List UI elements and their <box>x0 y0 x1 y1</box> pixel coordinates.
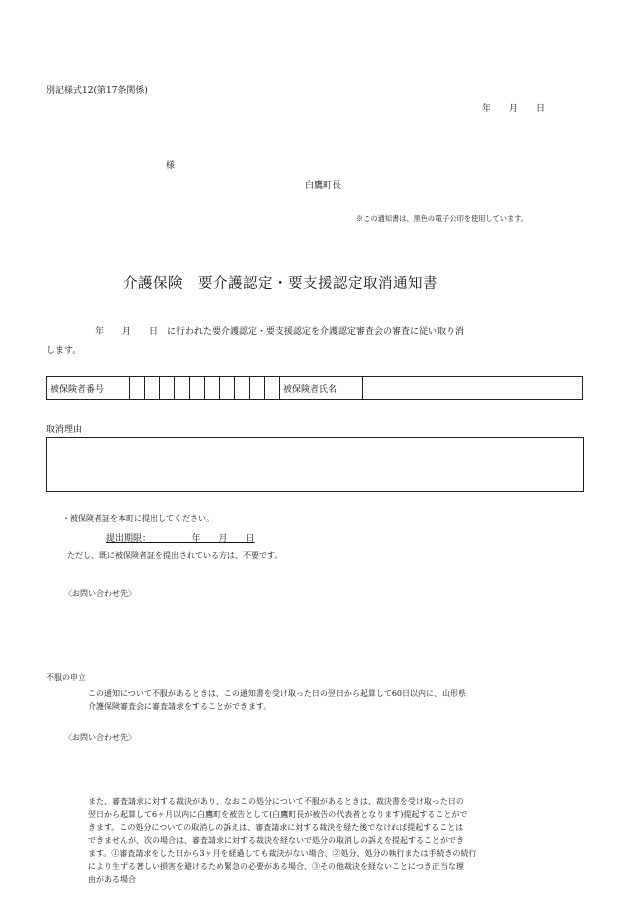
objection-line-2: 介護保険審査会に審査請求をすることができます。 <box>88 702 272 711</box>
lawsuit-line: 由がある場合 <box>88 875 136 884</box>
date-line: 年 月 日 <box>482 104 546 114</box>
recipient-suffix: 様 <box>166 161 176 171</box>
form-label: 別記様式12(第17条関係) <box>46 86 148 96</box>
submission-instruction: ・被保険者証を本町に提出してください。 <box>62 514 214 523</box>
intro-line-1: 年 月 日 に行われた要介護認定・要支援認定を介護認定審査会の審査に従い取り消 <box>95 327 465 337</box>
objection-line-1: この通知について不服があるときは、この通知書を受け取った日の翌日から起算して60日以内に、山形県 <box>88 689 467 698</box>
insured-number-cell[interactable] <box>130 377 145 400</box>
lawsuit-line: により生ずる著しい損害を避けるため緊急の必要がある場合、③その他裁決を経ないことにつき正当な理 <box>88 862 464 871</box>
intro-line-2: します。 <box>46 346 82 356</box>
cancel-reason-value <box>47 438 583 446</box>
seal-note: ※この通知書は、黒色の電子公印を使用しています。 <box>356 214 528 223</box>
insured-number-label: 被保険者番号 <box>47 377 130 400</box>
lawsuit-line: 翌日から起算して6ヶ月以内に白鷹町を被告として(白鷹町長が被告の代表者となります)提起することがで <box>88 810 468 819</box>
insured-name-label: 被保険者氏名 <box>280 377 363 400</box>
document-title: 介護保険 要介護認定・要支援認定取消通知書 <box>123 276 438 292</box>
objection-heading: 不服の申立 <box>46 673 86 682</box>
insured-number-cell[interactable] <box>175 377 190 400</box>
lawsuit-line: ます。①審査請求をした日から3ヶ月を経過しても裁決がない場合、②処分、処分の執行または手続きの続行 <box>88 849 477 858</box>
submission-contact-label: 〈お問い合わせ先〉 <box>64 589 136 598</box>
insured-name-value[interactable] <box>363 377 583 400</box>
cancel-reason-label: 取消理由 <box>46 425 83 435</box>
insured-number-cell[interactable] <box>190 377 205 400</box>
lawsuit-line: きます。この処分についての取消しの訴えは、審査請求に対する裁決を経た後でなければ提起することは <box>88 823 464 832</box>
lawsuit-line: また、審査請求に対する裁決があり、なおこの処分について不服があるときは、裁決書を受け取った日の <box>88 797 464 806</box>
insured-number-cell[interactable] <box>205 377 220 400</box>
issuer-name: 白鷹町長 <box>305 181 342 191</box>
lawsuit-line: できませんが、次の場合は、審査請求に対する裁決を経ないで処分の取消しの訴えを提起することができ <box>88 836 464 845</box>
submission-note: ただし、既に被保険者証を提出されている方は、不要です。 <box>67 551 283 560</box>
insured-number-cell[interactable] <box>220 377 235 400</box>
insured-number-cell[interactable] <box>265 377 280 400</box>
insured-number-cell[interactable] <box>160 377 175 400</box>
objection-contact-label: 〈お問い合わせ先〉 <box>64 733 136 742</box>
insured-info-table <box>46 376 583 400</box>
insured-number-cell[interactable] <box>145 377 160 400</box>
submission-deadline: 提出期限： 年 月 日 <box>106 534 255 544</box>
insured-number-cell[interactable] <box>250 377 265 400</box>
insured-number-cell[interactable] <box>235 377 250 400</box>
cancel-reason-box[interactable] <box>46 437 584 492</box>
